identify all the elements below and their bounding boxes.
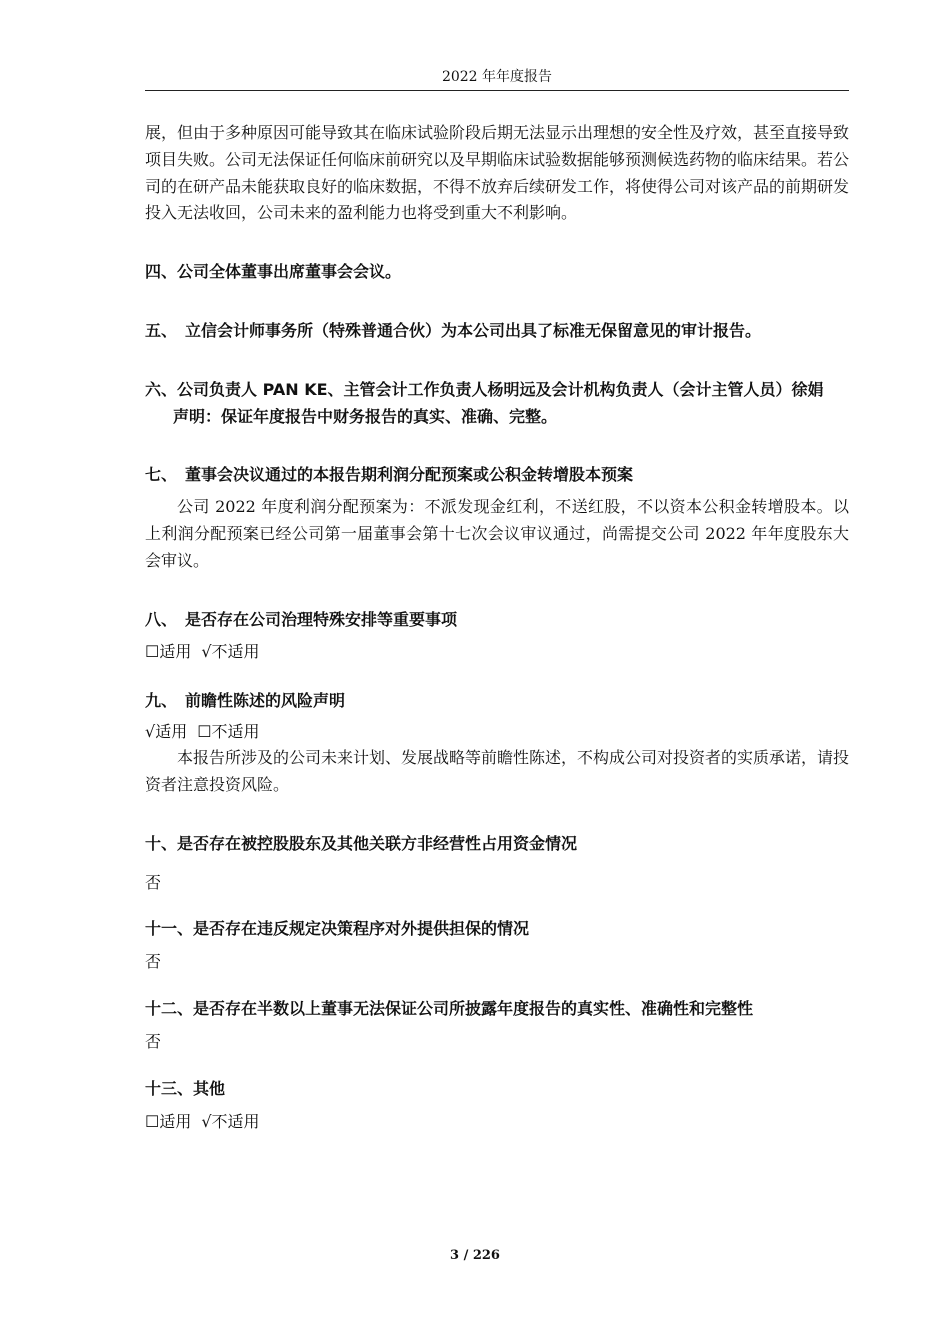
section-13-options xyxy=(145,1110,270,1134)
header-title: 2022 年年度报告 xyxy=(441,69,553,85)
section-13-option-not-applicable[interactable]: √不适用 xyxy=(201,1112,260,1131)
section-10-number: 十、 xyxy=(145,834,178,853)
section-12-answer: 否 xyxy=(145,1032,162,1051)
section-9-title: 前瞻性陈述的风险声明 xyxy=(185,691,346,710)
section-8-option-not-applicable[interactable]: √不适用 xyxy=(201,642,260,661)
section-9-option-not-applicable[interactable]: ☐不适用 xyxy=(197,722,260,741)
section-5-heading xyxy=(145,318,855,344)
section-7-body: 公司 2022 年度利润分配预案为：不派发现金红利，不送红股，不以资本公积金转增股本。以上利润分配预案已经公司第一届董事会第十七次会议审议通过，尚需提交公司 2022 年年度股东大会审议。 xyxy=(145,497,849,570)
section-9-heading xyxy=(145,688,855,714)
section-11-answer: 否 xyxy=(145,952,162,971)
section-4-heading xyxy=(145,259,855,285)
section-7-number: 七、 xyxy=(145,465,178,484)
section-10-answer: 否 xyxy=(145,873,162,892)
section-10-heading xyxy=(145,831,855,857)
section-6-number: 六、 xyxy=(145,380,178,399)
intro-paragraph: 展，但由于多种原因可能导致其在临床试验阶段后期无法显示出理想的安全性及疗效，甚至直接导致项目失败。公司无法保证任何临床前研究以及早期临床试验数据能够预测候选药物的临床结果。若公司的在研产品未能获取良好的临床数据，不得不放弃后续研发工作，将使得公司对该产品的前期研发投入无法收回，公司未来的盈利能力也将受到重大不利影响。 xyxy=(145,123,850,223)
section-11-number: 十一、 xyxy=(145,919,194,938)
section-6-cont-text: 声明：保证年度报告中财务报告的真实、准确、完整。 xyxy=(173,407,558,426)
section-13-option-applicable[interactable]: ☐适用 xyxy=(145,1112,192,1131)
section-8-option-applicable[interactable]: ☐适用 xyxy=(145,642,192,661)
section-6-title: 公司负责人 PAN KE、主管会计工作负责人杨明远及会计机构负责人（会计主管人员）徐娟 xyxy=(177,380,824,399)
section-13-number: 十三、 xyxy=(145,1079,194,1098)
section-5-title: 立信会计师事务所（特殊普通合伙）为本公司出具了标准无保留意见的审计报告。 xyxy=(185,321,762,340)
section-9-body: 本报告所涉及的公司未来计划、发展战略等前瞻性陈述，不构成公司对投资者的实质承诺，请投资者注意投资风险。 xyxy=(145,748,850,794)
section-9-options xyxy=(145,720,270,744)
section-12-number: 十二、 xyxy=(145,999,194,1018)
section-8-number: 八、 xyxy=(145,610,178,629)
section-7-title: 董事会决议通过的本报告期利润分配预案或公积金转增股本预案 xyxy=(185,465,634,484)
section-10-title: 是否存在被控股股东及其他关联方非经营性占用资金情况 xyxy=(177,834,578,853)
section-8-options xyxy=(145,640,270,664)
section-6-heading xyxy=(145,377,855,403)
section-11-heading xyxy=(145,916,855,942)
section-9-option-applicable[interactable]: √适用 xyxy=(145,722,188,741)
section-4-title: 公司全体董事出席董事会会议。 xyxy=(177,262,402,281)
section-13-title: 其他 xyxy=(193,1079,226,1098)
section-5-number: 五、 xyxy=(145,321,178,340)
section-11-title: 是否存在违反规定决策程序对外提供担保的情况 xyxy=(193,919,530,938)
page-header xyxy=(145,64,849,91)
section-6-continued xyxy=(145,404,855,430)
section-4-number: 四、 xyxy=(145,262,178,281)
section-12-title: 是否存在半数以上董事无法保证公司所披露年度报告的真实性、准确性和完整性 xyxy=(193,999,754,1018)
section-12-heading xyxy=(145,996,855,1022)
section-9-number: 九、 xyxy=(145,691,178,710)
page-number: 3 / 226 xyxy=(450,1248,500,1263)
section-8-title: 是否存在公司治理特殊安排等重要事项 xyxy=(185,610,458,629)
section-8-heading xyxy=(145,607,855,633)
section-13-heading xyxy=(145,1076,855,1102)
section-7-heading xyxy=(145,462,855,488)
